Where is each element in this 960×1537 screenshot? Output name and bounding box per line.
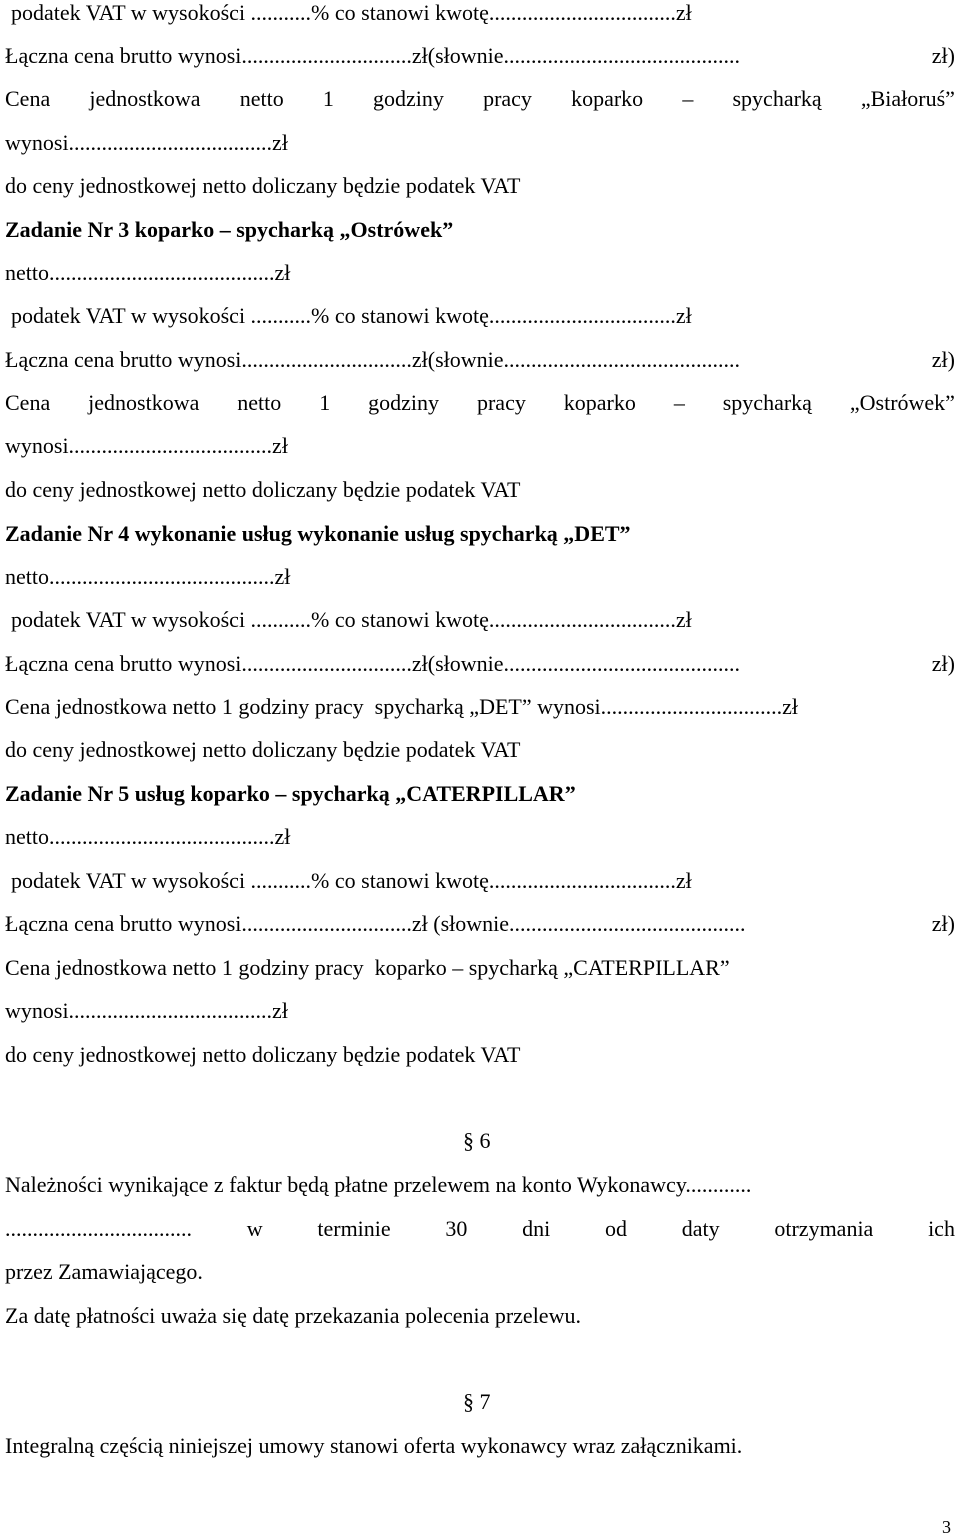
word: godziny (368, 390, 440, 415)
gross-price-text: Łączna cena brutto wynosi...............................zł(słownie........................................... (5, 651, 741, 676)
page-number: 3 (942, 1517, 951, 1537)
payment-date-paragraph: Za datę płatności uważa się datę przekazania polecenia przelewu. (5, 1303, 581, 1328)
word: netto (239, 86, 284, 111)
unit-price-line (5, 392, 955, 414)
word: ich (928, 1216, 955, 1241)
gross-price-text: Łączna cena brutto wynosi...............................zł(słownie........................................... (5, 347, 741, 372)
vat-line: podatek VAT w wysokości ...........% co stanowi kwotę..................................zł (11, 868, 692, 893)
word: 1 (322, 86, 334, 111)
word: spycharką (722, 390, 812, 415)
task-5-heading: Zadanie Nr 5 usług koparko – spycharką „CATERPILLAR” (5, 781, 576, 806)
word: otrzymania (774, 1216, 874, 1241)
word: 30 (445, 1216, 468, 1241)
vat-note-line: do ceny jednostkowej netto doliczany będzie podatek VAT (5, 1042, 521, 1067)
word: pracy (483, 86, 532, 111)
word: „Białoruś” (860, 86, 955, 111)
word: jednostkowa (89, 86, 201, 111)
gross-price-end: zł) (931, 911, 955, 936)
vat-note-line: do ceny jednostkowej netto doliczany będzie podatek VAT (5, 477, 521, 502)
word: terminie (317, 1216, 391, 1241)
unit-price-amount-line: wynosi.....................................zł (5, 998, 288, 1023)
task-4-heading: Zadanie Nr 4 wykonanie usług wykonanie usług spycharką „DET” (5, 521, 631, 546)
gross-price-end: zł) (931, 43, 955, 68)
word: – (673, 390, 685, 415)
net-line: netto.........................................zł (5, 564, 291, 589)
section-6-heading: § 6 (463, 1128, 491, 1153)
word: godziny (373, 86, 444, 111)
net-line: netto.........................................zł (5, 824, 291, 849)
payment-paragraph-line-1: Należności wynikające z faktur będą płatne przelewem na konto Wykonawcy............ (5, 1172, 752, 1197)
payment-paragraph-line-3: przez Zamawiającego. (5, 1259, 203, 1284)
word: koparko (563, 390, 636, 415)
gross-price-end: zł) (931, 651, 955, 676)
word: „Ostrówek” (849, 390, 955, 415)
section-7-heading: § 7 (463, 1389, 491, 1414)
word: pracy (476, 390, 526, 415)
payment-paragraph-line-2 (5, 1218, 955, 1240)
unit-price-amount-line: wynosi.....................................zł (5, 433, 288, 458)
word: netto (237, 390, 282, 415)
vat-note-line: do ceny jednostkowej netto doliczany będzie podatek VAT (5, 173, 521, 198)
vat-line: podatek VAT w wysokości ...........% co stanowi kwotę..................................zł (11, 0, 692, 25)
vat-note-line: do ceny jednostkowej netto doliczany będzie podatek VAT (5, 737, 521, 762)
word: spycharką (732, 86, 822, 111)
gross-price-end: zł) (931, 347, 955, 372)
gross-price-line (5, 349, 955, 371)
net-line: netto.........................................zł (5, 260, 291, 285)
word: od (605, 1216, 627, 1241)
unit-price-amount-line: wynosi.....................................zł (5, 130, 288, 155)
word: Cena (5, 86, 51, 111)
offer-paragraph: Integralną częścią niniejszej umowy stanowi oferta wykonawcy wraz załącznikami. (5, 1433, 743, 1458)
gross-price-text: Łączna cena brutto wynosi...............................zł (słownie........................................... (5, 911, 746, 936)
word: w (246, 1216, 263, 1241)
gross-price-line (5, 913, 955, 935)
word: daty (681, 1216, 720, 1241)
unit-price-line: Cena jednostkowa netto 1 godziny pracy koparko – spycharką „CATERPILLAR” (5, 955, 730, 980)
word: dni (522, 1216, 551, 1241)
vat-line: podatek VAT w wysokości ...........% co stanowi kwotę..................................zł (11, 303, 692, 328)
task-3-heading: Zadanie Nr 3 koparko – spycharką „Ostrówek” (5, 217, 454, 242)
vat-line: podatek VAT w wysokości ...........% co stanowi kwotę..................................zł (11, 607, 692, 632)
gross-price-text: Łączna cena brutto wynosi...............................zł(słownie........................................... (5, 43, 741, 68)
unit-price-line: Cena jednostkowa netto 1 godziny pracy spycharką „DET” wynosi.................................zł (5, 694, 799, 719)
gross-price-line (5, 45, 955, 67)
unit-price-line (5, 88, 955, 110)
word: .................................. (5, 1216, 192, 1241)
gross-price-line (5, 653, 955, 675)
word: Cena (5, 390, 51, 415)
word: 1 (319, 390, 331, 415)
word: koparko (571, 86, 644, 111)
word: jednostkowa (88, 390, 200, 415)
word: – (682, 86, 694, 111)
